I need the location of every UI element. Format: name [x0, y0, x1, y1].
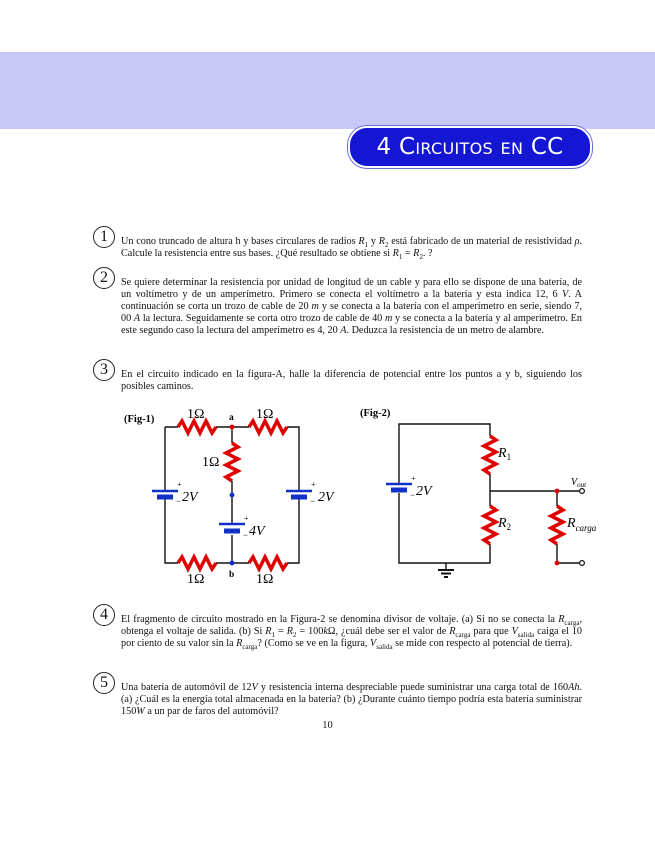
fig1-resistor-top-left	[178, 421, 216, 433]
fig2-vout-label: $V_{out}$	[571, 477, 587, 489]
fig1-node-b-label: b	[229, 570, 235, 580]
chapter-title: 4 Circuitos en CC	[348, 126, 592, 168]
fig1-bat-right-plus: +	[311, 480, 316, 489]
fig1-resistor-top-right	[249, 421, 287, 433]
fig1-battery-right	[286, 491, 312, 499]
problem-4-text: El fragmento de circuito mostrado en la Figura-2 se denomina divisor de voltaje. (a) Si no se conecta la $R_{carga}$, obtenga el voltaje de salida. (b) Si $R_1 = R_2 = 100k\Omega$, ¿cuál debe ser el valor de $R_{carga}$ para que $V_{salida}$ caiga el 10 por ciento de su valor sin la $R_{carga}$? (Como se ve en la figura, $V_{salida}$ se mide con respecto al potencial de tierra).	[121, 614, 583, 652]
fig2-r1-label: $R_1$	[498, 446, 512, 462]
fig1-bat-left-plus: +	[177, 480, 182, 489]
fig1-label-r-bottom-left: 1Ω	[187, 572, 205, 587]
fig1-bat-right-minus: −	[310, 496, 316, 506]
fig2-resistor-r2	[484, 506, 496, 544]
fig2-r2-label: $R_2$	[498, 516, 512, 532]
fig2-terminal-ground	[580, 561, 585, 566]
fig1-label-r-middle: 1Ω	[202, 455, 220, 470]
fig1-bat-right-voltage: 2V	[318, 490, 334, 505]
fig1-label-r-bottom-right: 1Ω	[256, 572, 274, 587]
fig2-rload-label: $R_{carga}$	[567, 516, 597, 533]
fig1-label-r-top-left: 1Ω	[187, 407, 205, 422]
problem-2-text: Se quiere determinar la resistencia por unidad de longitud de un cable y para ello se dispone de una batería, de un voltímetro y de un amperímetro. Primero se conecta el voltímetro a la batería y esta indica 12, 6 V. A continuación se corta un trozo de cable de 20 m y se conecta a la batería con el amperímetro en serie, siendo 7, 00 A la lectura. Seguidamente se corta otro trozo de cable de 40 m y se conecta a la batería y al amperímetro. En este segundo caso la lectura del amperímetro es 4, 20 A. Deduzca la resistencia de un metro de alambre.	[121, 277, 582, 336]
problem-number-5: 5	[93, 672, 115, 694]
fig2-node-out	[555, 489, 560, 494]
fig1-node-b	[230, 561, 235, 566]
fig2-label: (Fig-2)	[360, 408, 391, 419]
fig1-node-middle	[230, 493, 235, 498]
problem-number-3: 3	[93, 359, 115, 381]
problem-number-4: 4	[93, 604, 115, 626]
fig1-label-r-top-right: 1Ω	[256, 407, 274, 422]
fig2-node-ground	[555, 561, 560, 566]
fig1-resistor-bottom-right	[249, 557, 287, 569]
fig2-terminal-out	[580, 489, 585, 494]
fig1-node-a	[230, 425, 235, 430]
fig1-bat-middle-minus: −	[243, 530, 249, 540]
fig2-resistor-rload	[551, 506, 563, 544]
fig2-resistor-r1	[484, 436, 496, 474]
fig1-resistor-bottom-left	[178, 557, 216, 569]
fig2-bat-plus: +	[411, 474, 416, 483]
fig1-bat-left-voltage: 2V	[182, 490, 198, 505]
problem-number-1: 1	[93, 226, 115, 248]
fig2-bat-minus: −	[410, 490, 416, 500]
fig1-resistor-middle	[226, 443, 238, 481]
fig1-bat-left-minus: −	[176, 496, 182, 506]
fig1-battery-left	[152, 491, 178, 499]
problem-3-text: En el circuito indicado en la figura-A, halle la diferencia de potencial entre los puntos a y b, siguiendo los posibles caminos.	[121, 369, 582, 392]
fig1-bat-middle-plus: +	[244, 514, 249, 523]
fig1-label: (Fig-1)	[124, 414, 155, 425]
fig2-ground-icon	[438, 570, 454, 577]
fig1-bat-middle-voltage: 4V	[249, 524, 265, 539]
fig1-battery-middle	[219, 524, 245, 531]
problem-5-text: Una batería de automóvil de 12V y resistencia interna despreciable puede suministrar una carga total de 160Ah. (a) ¿Cuál es la energía total almacenada en la batería? (b) ¿Durante cuánto tiempo podría esta batería suministrar 150W a un par de faros del automóvil?	[121, 682, 582, 717]
problem-number-2: 2	[93, 267, 115, 289]
page-number: 10	[322, 720, 333, 731]
problem-1-text: Un cono truncado de altura h y bases circulares de radios $R_1$ y $R_2$ está fabricado de un material de resistividad ρ. Calcule la resistencia entre sus bases. ¿Qué resultado se obtiene si $R_1 = R_2$. ?	[121, 236, 582, 262]
fig1-node-a-label: a	[229, 413, 234, 423]
fig2-bat-voltage: 2V	[416, 484, 432, 499]
fig2-battery	[386, 484, 412, 496]
